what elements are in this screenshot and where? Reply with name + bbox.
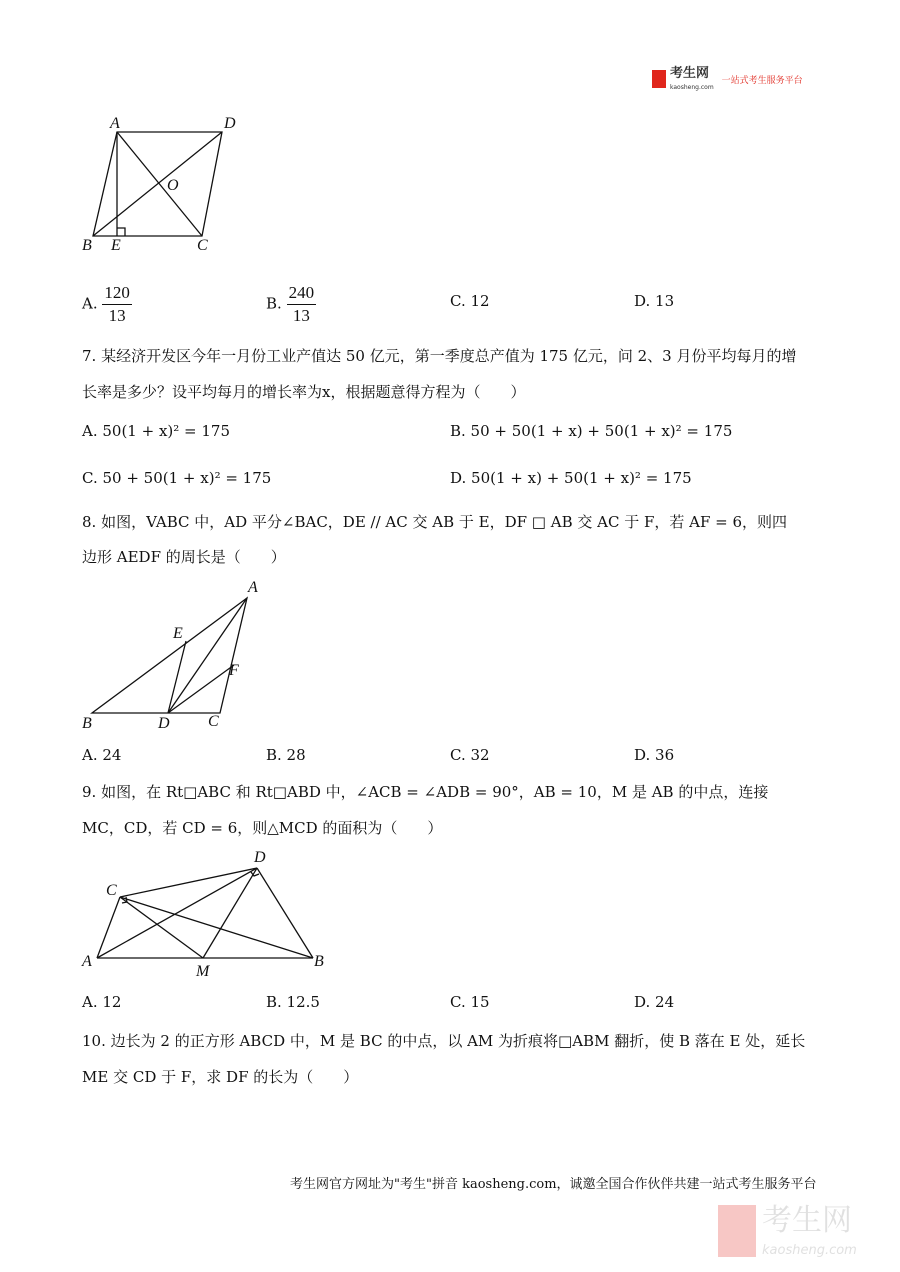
fig9-label-b: B [314, 953, 324, 970]
watermark-logo-icon [718, 1205, 756, 1257]
q6-option-c: C. 12 [450, 292, 490, 310]
fig9-label-m: M [196, 963, 210, 980]
q8-text-line1: 8. 如图，VABC 中，AD 平分∠BAC，DE // AC 交 AB 于 E，DF □ AB 交 AC 于 F，若 AF = 6，则四 [82, 513, 788, 531]
q6-option-a [82, 282, 132, 327]
q9-text-line2: MC，CD，若 CD = 6，则△MCD 的面积为（ ） [82, 819, 443, 837]
q7-text-line1: 7. 某经济开发区今年一月份工业产值达 50 亿元，第一季度总产值为 175 亿元，问 2、3 月份平均每月的增 [82, 347, 797, 365]
q8-text-line2: 边形 AEDF 的周长是（ ） [82, 548, 286, 566]
q9-option-d: D. 24 [634, 993, 675, 1011]
q10-text-line2: ME 交 CD 于 F，求 DF 的长为（ ） [82, 1068, 359, 1086]
q7-option-a: A. 50(1 + x)² = 175 [82, 422, 231, 440]
fig6-label-b: B [82, 237, 92, 254]
fig6-label-a: A [110, 115, 120, 132]
q6-option-b [266, 282, 316, 327]
footer-text: 考生网官方网址为"考生"拼音 kaosheng.com，诚邀全国合作伙伴共建一站式考生服务平台 [290, 1177, 817, 1192]
watermark-sub: kaosheng.com [762, 1243, 857, 1258]
q7-option-b: B. 50 + 50(1 + x) + 50(1 + x)² = 175 [450, 422, 733, 440]
fig6-label-d: D [224, 115, 236, 132]
q7-option-d: D. 50(1 + x) + 50(1 + x)² = 175 [450, 469, 692, 487]
fig9-label-c: C [106, 882, 117, 899]
watermark-text: 考生网 [762, 1203, 852, 1238]
fraction [287, 282, 317, 327]
denominator: 13 [292, 306, 310, 325]
option-label: B. [266, 294, 282, 313]
fig8-label-c: C [208, 713, 219, 730]
figure-q9 [97, 868, 313, 958]
q9-option-c: C. 15 [450, 993, 490, 1011]
watermark [718, 1202, 857, 1259]
fig8-label-f: F [229, 662, 239, 679]
fig8-label-b: B [82, 715, 92, 732]
q7-option-c: C. 50 + 50(1 + x)² = 175 [82, 469, 272, 487]
fraction [102, 282, 132, 327]
fig9-label-a: A [82, 953, 92, 970]
fig8-label-e: E [173, 625, 183, 642]
numerator: 120 [102, 282, 132, 305]
figure-parallelogram-abcd [93, 132, 222, 236]
numerator: 240 [287, 282, 317, 305]
q8-option-d: D. 36 [634, 746, 675, 764]
fig6-label-o: O [167, 177, 179, 194]
fig8-label-d: D [158, 715, 170, 732]
fig6-label-c: C [197, 237, 208, 254]
option-label: A. [82, 294, 98, 313]
header-slogan: 一站式考生服务平台 [721, 75, 803, 86]
q9-option-b: B. 12.5 [266, 993, 320, 1011]
q8-option-c: C. 32 [450, 746, 490, 764]
fig8-label-a: A [248, 579, 258, 596]
q6-option-d: D. 13 [634, 292, 675, 310]
fig6-label-e: E [111, 237, 121, 254]
q9-option-a: A. 12 [82, 993, 122, 1011]
q8-option-b: B. 28 [266, 746, 306, 764]
logo-text: 考生网 [670, 66, 710, 81]
denominator: 13 [108, 306, 126, 325]
q9-text-line1: 9. 如图，在 Rt□ABC 和 Rt□ABD 中，∠ACB = ∠ADB = 90°，AB = 10，M 是 AB 的中点，连接 [82, 783, 769, 801]
figure-triangle-abc-q8 [92, 598, 247, 713]
q10-text-line1: 10. 边长为 2 的正方形 ABCD 中，M 是 BC 的中点，以 AM 为折痕将□ABM 翻折，使 B 落在 E 处，延长 [82, 1032, 806, 1050]
logo-sub: kaosheng.com [670, 84, 714, 91]
q8-option-a: A. 24 [82, 746, 122, 764]
fig9-label-d: D [254, 849, 266, 866]
q7-text-line2: 长率是多少？设平均每月的增长率为x，根据题意得方程为（ ） [82, 383, 526, 401]
